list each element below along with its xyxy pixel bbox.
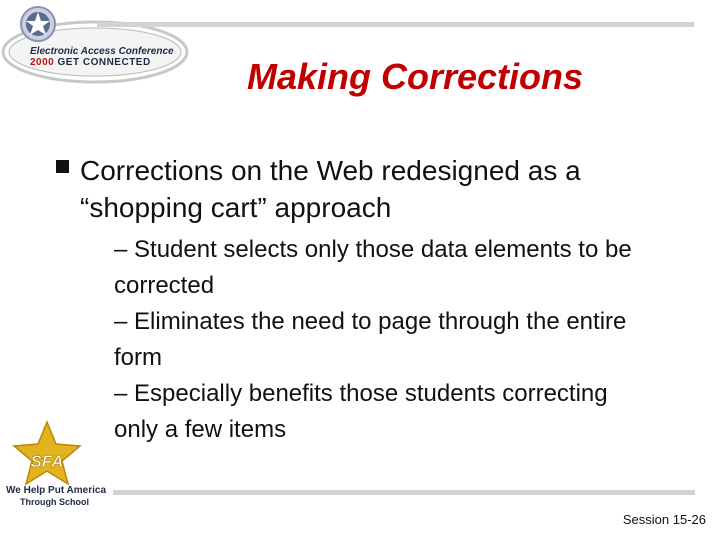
subbullet-text: Especially benefits those students correcting — [134, 380, 608, 407]
subbullet-text: Eliminates the need to page through the entire — [134, 308, 627, 335]
square-bullet-icon — [56, 160, 69, 173]
dash-marker: – — [114, 308, 128, 335]
subbullet-item — [114, 232, 699, 304]
sfa-caption-line1: We Help Put America — [6, 485, 107, 496]
subbullet-item — [114, 376, 699, 448]
subbullet-text-continued: corrected — [114, 272, 215, 299]
dash-marker: – — [114, 380, 128, 407]
logo-year: 2000 — [30, 57, 55, 68]
main-bullet-text: Corrections on the Web redesigned as a “shopping cart” approach — [80, 155, 581, 223]
subbullet-list — [114, 232, 699, 448]
slide-title: Making Corrections — [246, 56, 584, 97]
bottom-rule — [113, 490, 695, 495]
logo-line2 — [30, 57, 151, 68]
sfa-letters: SFA — [30, 452, 64, 471]
top-rule — [97, 22, 694, 27]
sfa-star-icon — [0, 420, 110, 490]
subbullet-text-continued: form — [114, 344, 162, 371]
subbullet-text: Student selects only those data elements to be — [134, 236, 632, 263]
subbullet-text-continued: only a few items — [114, 416, 287, 443]
dash-marker: – — [114, 236, 128, 263]
logo-line1: Electronic Access Conference — [30, 46, 174, 57]
subbullet-item — [114, 304, 699, 376]
sfa-caption-line2: Through School — [20, 497, 89, 507]
logo-tagline: GET CONNECTED — [57, 57, 151, 68]
session-number: Session 15-26 — [622, 512, 706, 527]
